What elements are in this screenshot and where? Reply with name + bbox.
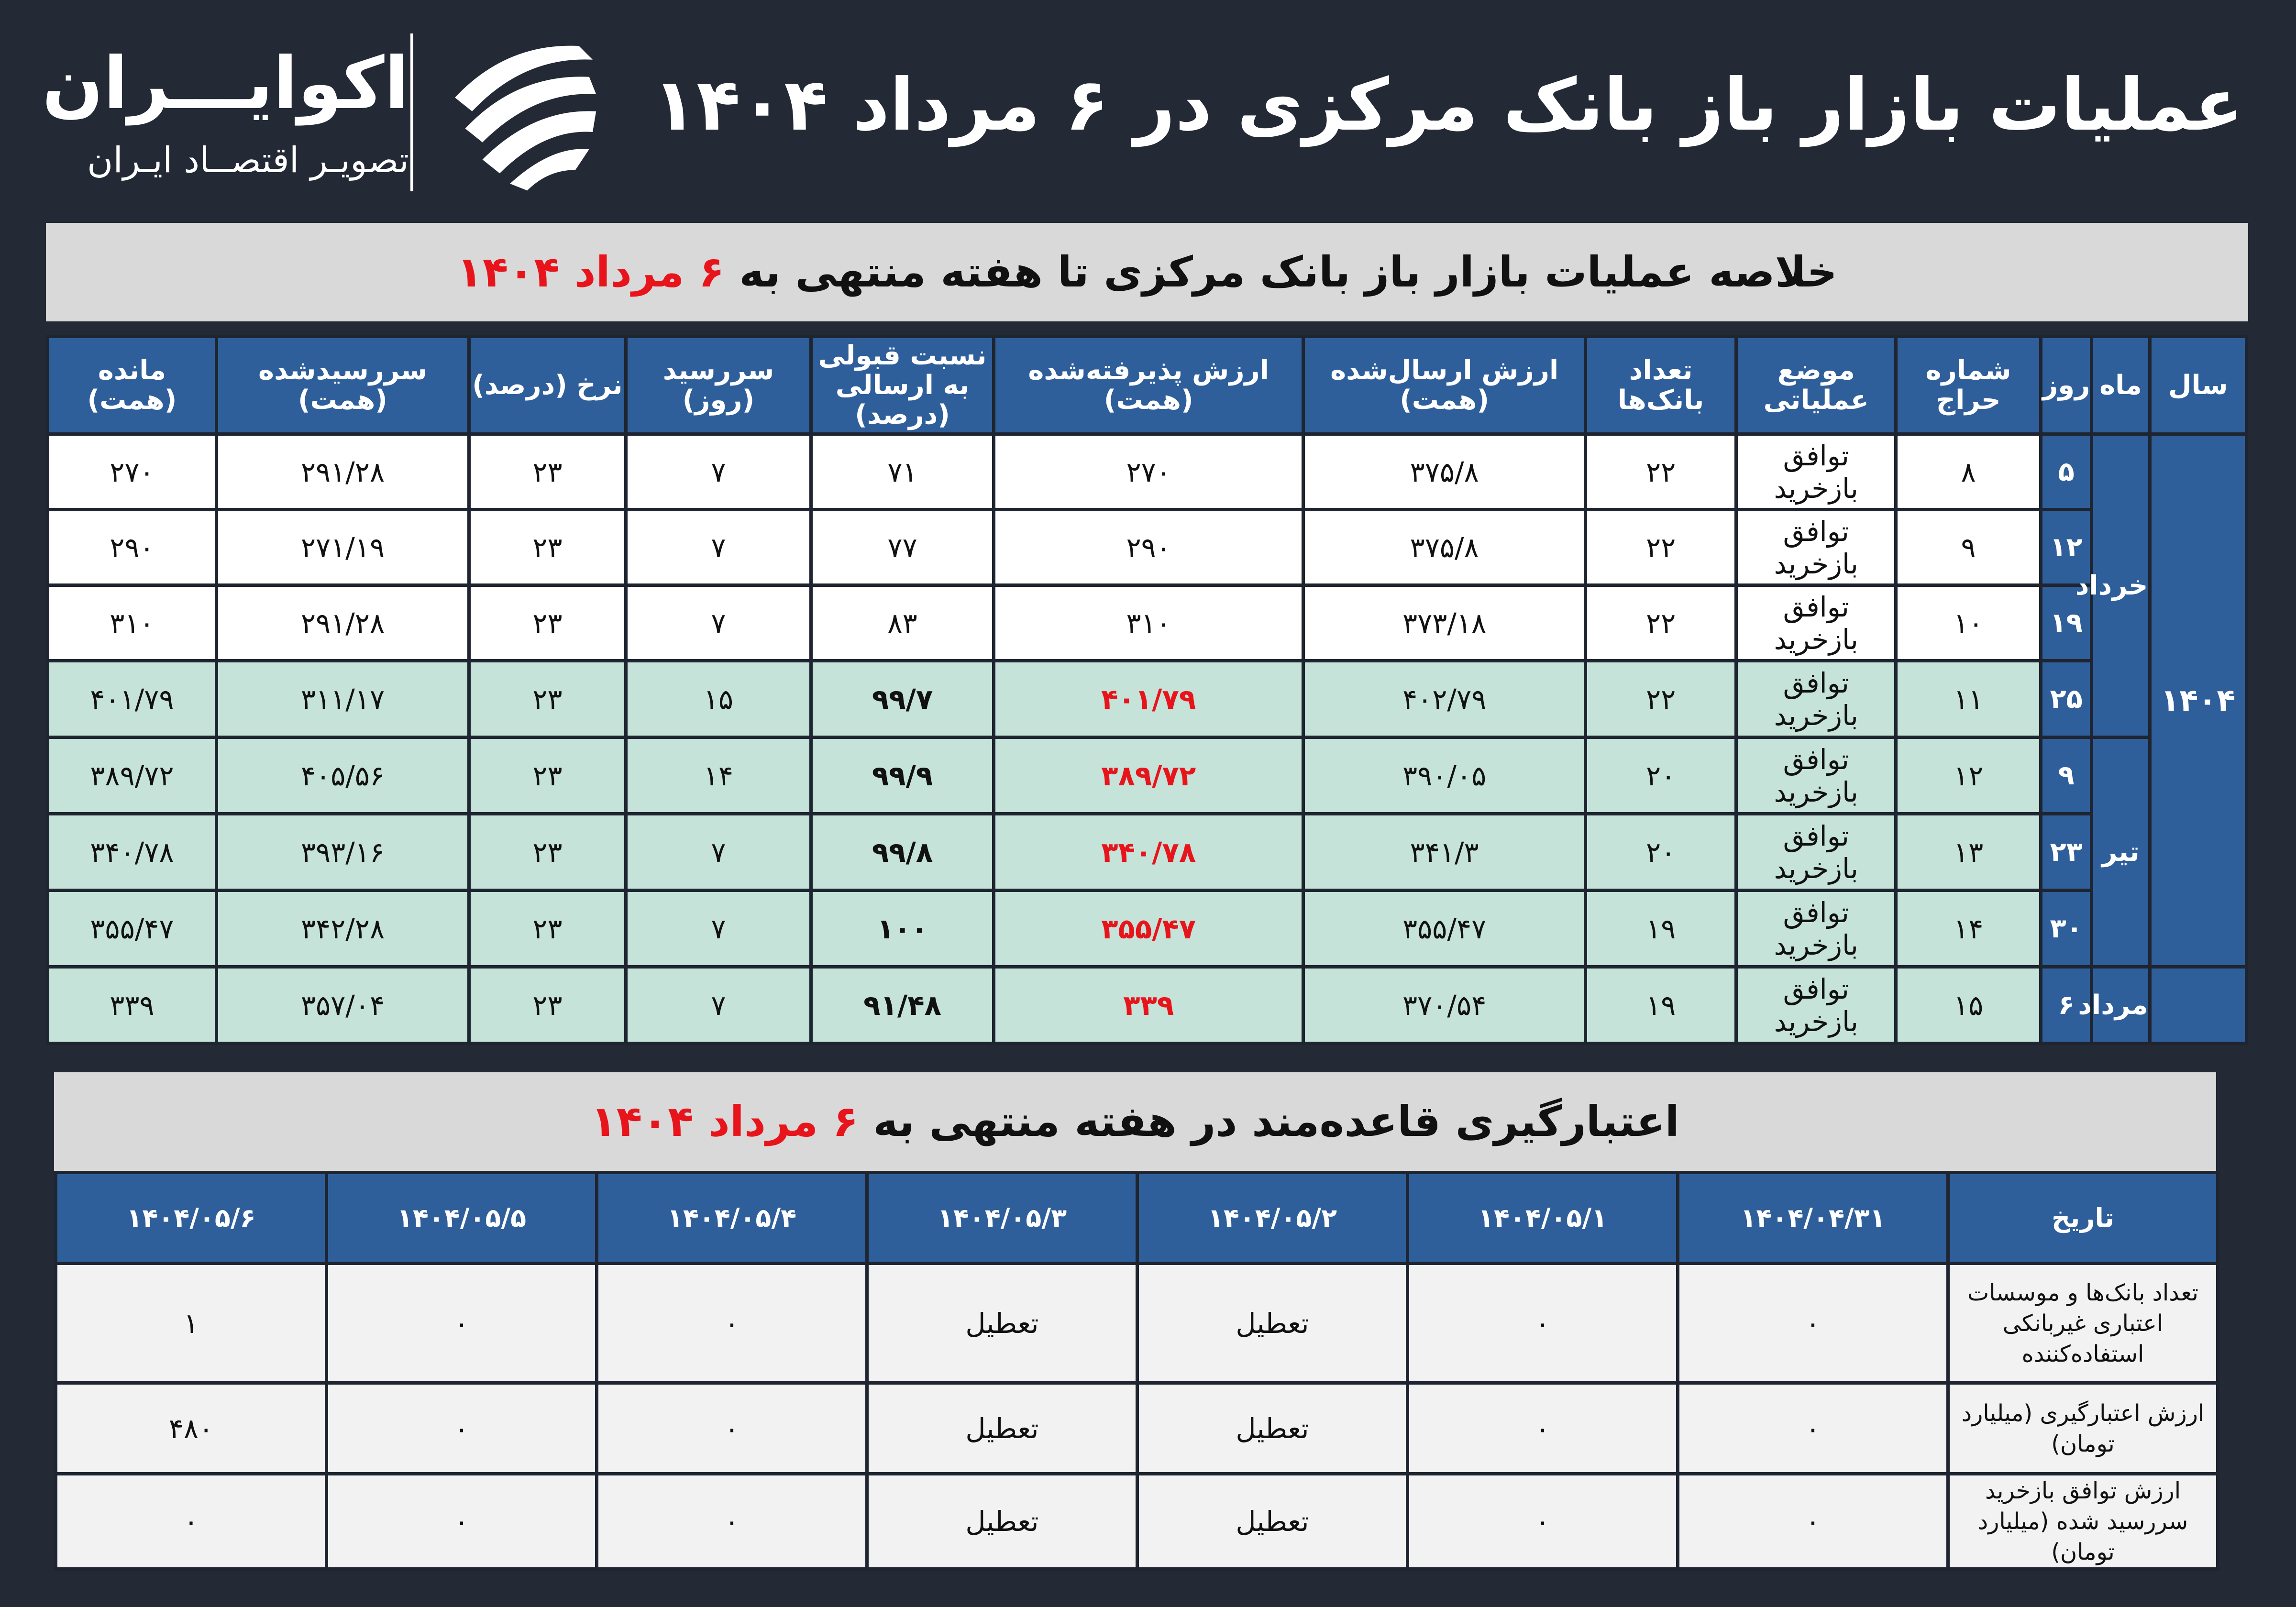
auction-no-cell: ۱۰: [1896, 585, 2041, 661]
table-row: [48, 737, 2247, 814]
credit-header-date: ۱۴۰۴/۰۵/۱: [1408, 1173, 1678, 1264]
banks-cell: ۱۹: [1586, 967, 1736, 1044]
credit-value-cell: تعطیل: [867, 1474, 1137, 1569]
sent-value-cell: ۳۹۰/۰۵: [1303, 737, 1586, 814]
ops-header-auction-no: شماره حراج: [1896, 337, 2041, 434]
day-cell: ۱۲: [2041, 510, 2091, 585]
credit-value-cell: ۰: [1678, 1264, 1948, 1383]
table-row: [48, 891, 2247, 967]
credit-value-cell: ۰: [1408, 1474, 1678, 1569]
operation-cell: توافق بازخرید: [1736, 737, 1896, 814]
operation-cell: توافق بازخرید: [1736, 661, 1896, 737]
table-row: [48, 967, 2247, 1044]
table-row: [48, 434, 2247, 510]
maturity-cell: ۷: [626, 434, 811, 510]
operation-cell: توافق بازخرید: [1736, 967, 1896, 1044]
auction-no-cell: ۱۴: [1896, 891, 2041, 967]
sent-value-cell: ۳۷۵/۸: [1303, 510, 1586, 585]
banks-cell: ۲۲: [1586, 661, 1736, 737]
ops-header-year: سال: [2150, 337, 2247, 434]
credit-header-date: ۱۴۰۴/۰۵/۲: [1137, 1173, 1408, 1264]
maturity-cell: ۷: [626, 967, 811, 1044]
sent-value-cell: ۳۷۳/۱۸: [1303, 585, 1586, 661]
credit-value-cell: ۰: [597, 1474, 867, 1569]
maturity-cell: ۷: [626, 891, 811, 967]
ecoiran-logo-icon: [438, 29, 610, 201]
operation-cell: توافق بازخرید: [1736, 510, 1896, 585]
credit-value-cell: ۰: [56, 1474, 327, 1569]
rate-cell: ۲۳: [469, 737, 626, 814]
rate-cell: ۲۳: [469, 585, 626, 661]
credit-header-date: ۱۴۰۴/۰۴/۳۱: [1678, 1173, 1948, 1264]
credit-value-cell: تعطیل: [867, 1383, 1137, 1474]
credit-value-cell: تعطیل: [1137, 1264, 1408, 1383]
credit-header-row: [56, 1173, 2218, 1264]
credit-value-cell: ۰: [1408, 1264, 1678, 1383]
brand-tagline: تصویـر اقتصــاد ایـران: [87, 140, 409, 181]
table-row: [56, 1383, 2218, 1474]
month-cell-khordad: خرداد: [2092, 434, 2150, 737]
balance-cell: ۴۰۱/۷۹: [48, 661, 217, 737]
credit-value-cell: تعطیل: [1137, 1474, 1408, 1569]
credit-value-cell: ۰: [327, 1474, 597, 1569]
maturity-cell: ۷: [626, 814, 811, 891]
matured-cell: ۳۹۳/۱۶: [216, 814, 469, 891]
summary-banner: [46, 223, 2248, 321]
balance-cell: ۲۹۰: [48, 510, 217, 585]
balance-cell: ۳۱۰: [48, 585, 217, 661]
table-row: [48, 814, 2247, 891]
rate-cell: ۲۳: [469, 967, 626, 1044]
auction-no-cell: ۱۵: [1896, 967, 2041, 1044]
matured-cell: ۳۵۷/۰۴: [216, 967, 469, 1044]
matured-cell: ۲۹۱/۲۸: [216, 585, 469, 661]
table-row: [48, 510, 2247, 585]
ops-header-rate: نرخ (درصد): [469, 337, 626, 434]
ops-table: [46, 335, 2248, 1045]
accepted-value-cell: ۳۳۹: [994, 967, 1303, 1044]
credit-value-cell: ۰: [1678, 1383, 1948, 1474]
accepted-value-cell: ۳۵۵/۴۷: [994, 891, 1303, 967]
matured-cell: ۲۹۱/۲۸: [216, 434, 469, 510]
credit-header-date-label: تاریخ: [1948, 1173, 2218, 1264]
acceptance-ratio-cell: ۹۹/۷: [811, 661, 994, 737]
banks-cell: ۱۹: [1586, 891, 1736, 967]
credit-header-date: ۱۴۰۴/۰۵/۶: [56, 1173, 327, 1264]
table-row: [56, 1264, 2218, 1383]
accepted-value-cell: ۳۴۰/۷۸: [994, 814, 1303, 891]
brand-divider: [410, 33, 413, 191]
rate-cell: ۲۳: [469, 434, 626, 510]
credit-value-cell: ۰: [1408, 1383, 1678, 1474]
credit-row-label: ارزش توافق بازخرید سررسید شده (میلیارد تومان): [1948, 1474, 2218, 1569]
ops-header-matured: سررسیدشده (همت): [216, 337, 469, 434]
banks-cell: ۲۲: [1586, 585, 1736, 661]
banks-cell: ۲۰: [1586, 814, 1736, 891]
accepted-value-cell: ۴۰۱/۷۹: [994, 661, 1303, 737]
maturity-cell: ۷: [626, 585, 811, 661]
ops-header-balance: مانده (همت): [48, 337, 217, 434]
acceptance-ratio-cell: ۷۷: [811, 510, 994, 585]
credit-banner: [54, 1072, 2216, 1171]
day-cell: ۲۳: [2041, 814, 2091, 891]
auction-no-cell: ۱۱: [1896, 661, 2041, 737]
accepted-value-cell: ۲۹۰: [994, 510, 1303, 585]
acceptance-ratio-cell: ۹۹/۸: [811, 814, 994, 891]
credit-header-date: ۱۴۰۴/۰۵/۳: [867, 1173, 1137, 1264]
sent-value-cell: ۳۴۱/۳: [1303, 814, 1586, 891]
rate-cell: ۲۳: [469, 510, 626, 585]
month-cell-mordad: مرداد: [2092, 967, 2150, 1044]
matured-cell: ۳۴۲/۲۸: [216, 891, 469, 967]
acceptance-ratio-cell: ۹۹/۹: [811, 737, 994, 814]
day-cell: ۱۹: [2041, 585, 2091, 661]
operation-cell: توافق بازخرید: [1736, 814, 1896, 891]
ops-header-row: [48, 337, 2247, 434]
credit-value-cell: ۰: [1678, 1474, 1948, 1569]
accepted-value-cell: ۳۸۹/۷۲: [994, 737, 1303, 814]
month-cell-tir: تیر: [2092, 737, 2150, 967]
summary-banner-text: خلاصه عملیات بازار باز بانک مرکزی تا هفته منتهی به: [739, 247, 1837, 297]
ops-header-operation: موضع عملیاتی: [1736, 337, 1896, 434]
accepted-value-cell: ۳۱۰: [994, 585, 1303, 661]
rate-cell: ۲۳: [469, 661, 626, 737]
operation-cell: توافق بازخرید: [1736, 585, 1896, 661]
credit-row-label: تعداد بانک‌ها و موسسات اعتباری غیربانکی استفاده‌کننده: [1948, 1264, 2218, 1383]
acceptance-ratio-cell: ۱۰۰: [811, 891, 994, 967]
credit-value-cell: ۰: [327, 1383, 597, 1474]
credit-value-cell: ۰: [327, 1264, 597, 1383]
year-cell: ۱۴۰۴: [2150, 434, 2247, 967]
brand-name: اکوایـــران: [42, 42, 409, 125]
sent-value-cell: ۳۵۵/۴۷: [1303, 891, 1586, 967]
ops-header-day: روز: [2041, 337, 2091, 434]
sent-value-cell: ۳۷۵/۸: [1303, 434, 1586, 510]
balance-cell: ۳۵۵/۴۷: [48, 891, 217, 967]
balance-cell: ۳۸۹/۷۲: [48, 737, 217, 814]
operation-cell: توافق بازخرید: [1736, 891, 1896, 967]
sent-value-cell: ۳۷۰/۵۴: [1303, 967, 1586, 1044]
credit-row-label: ارزش اعتبارگیری (میلیارد تومان): [1948, 1383, 2218, 1474]
day-cell: ۳۰: [2041, 891, 2091, 967]
credit-value-cell: ۱: [56, 1264, 327, 1383]
ops-header-month: ماه: [2092, 337, 2150, 434]
credit-banner-date: ۶ مرداد ۱۴۰۴: [591, 1097, 859, 1146]
day-cell: ۶: [2041, 967, 2091, 1044]
acceptance-ratio-cell: ۸۳: [811, 585, 994, 661]
ops-header-banks: تعداد بانک‌ها: [1586, 337, 1736, 434]
credit-value-cell: تعطیل: [1137, 1383, 1408, 1474]
matured-cell: ۴۰۵/۵۶: [216, 737, 469, 814]
day-cell: ۲۵: [2041, 661, 2091, 737]
rate-cell: ۲۳: [469, 814, 626, 891]
matured-cell: ۲۷۱/۱۹: [216, 510, 469, 585]
auction-no-cell: ۸: [1896, 434, 2041, 510]
acceptance-ratio-cell: ۹۱/۴۸: [811, 967, 994, 1044]
table-row: [56, 1474, 2218, 1569]
ops-header-accepted-value: ارزش پذیرفته‌شده (همت): [994, 337, 1303, 434]
auction-no-cell: ۱۲: [1896, 737, 2041, 814]
page-title: عملیات بازار باز بانک مرکزی در ۶ مرداد ۱۴۰۴: [652, 64, 2243, 147]
credit-value-cell: تعطیل: [867, 1264, 1137, 1383]
auction-no-cell: ۹: [1896, 510, 2041, 585]
maturity-cell: ۱۵: [626, 661, 811, 737]
accepted-value-cell: ۲۷۰: [994, 434, 1303, 510]
banks-cell: ۲۲: [1586, 510, 1736, 585]
credit-table: [54, 1171, 2219, 1571]
rate-cell: ۲۳: [469, 891, 626, 967]
day-cell: ۹: [2041, 737, 2091, 814]
acceptance-ratio-cell: ۷۱: [811, 434, 994, 510]
ops-header-maturity: سررسید (روز): [626, 337, 811, 434]
auction-no-cell: ۱۳: [1896, 814, 2041, 891]
matured-cell: ۳۱۱/۱۷: [216, 661, 469, 737]
credit-banner-text: اعتبارگیری قاعده‌مند در هفته منتهی به: [873, 1097, 1679, 1146]
table-row: [48, 585, 2247, 661]
ops-header-sent-value: ارزش ارسال‌شده (همت): [1303, 337, 1586, 434]
credit-value-cell: ۰: [597, 1383, 867, 1474]
credit-value-cell: ۴۸۰: [56, 1383, 327, 1474]
balance-cell: ۲۷۰: [48, 434, 217, 510]
day-cell: ۵: [2041, 434, 2091, 510]
banks-cell: ۲۲: [1586, 434, 1736, 510]
credit-header-date: ۱۴۰۴/۰۵/۴: [597, 1173, 867, 1264]
maturity-cell: ۷: [626, 510, 811, 585]
maturity-cell: ۱۴: [626, 737, 811, 814]
credit-value-cell: ۰: [597, 1264, 867, 1383]
operation-cell: توافق بازخرید: [1736, 434, 1896, 510]
banks-cell: ۲۰: [1586, 737, 1736, 814]
balance-cell: ۳۳۹: [48, 967, 217, 1044]
summary-banner-date: ۶ مرداد ۱۴۰۴: [457, 247, 725, 297]
ops-header-acceptance-ratio: نسبت قبولی به ارسالی (درصد): [811, 337, 994, 434]
table-row: [48, 661, 2247, 737]
sent-value-cell: ۴۰۲/۷۹: [1303, 661, 1586, 737]
year-cell-continuation: [2150, 967, 2247, 1044]
credit-header-date: ۱۴۰۴/۰۵/۵: [327, 1173, 597, 1264]
balance-cell: ۳۴۰/۷۸: [48, 814, 217, 891]
